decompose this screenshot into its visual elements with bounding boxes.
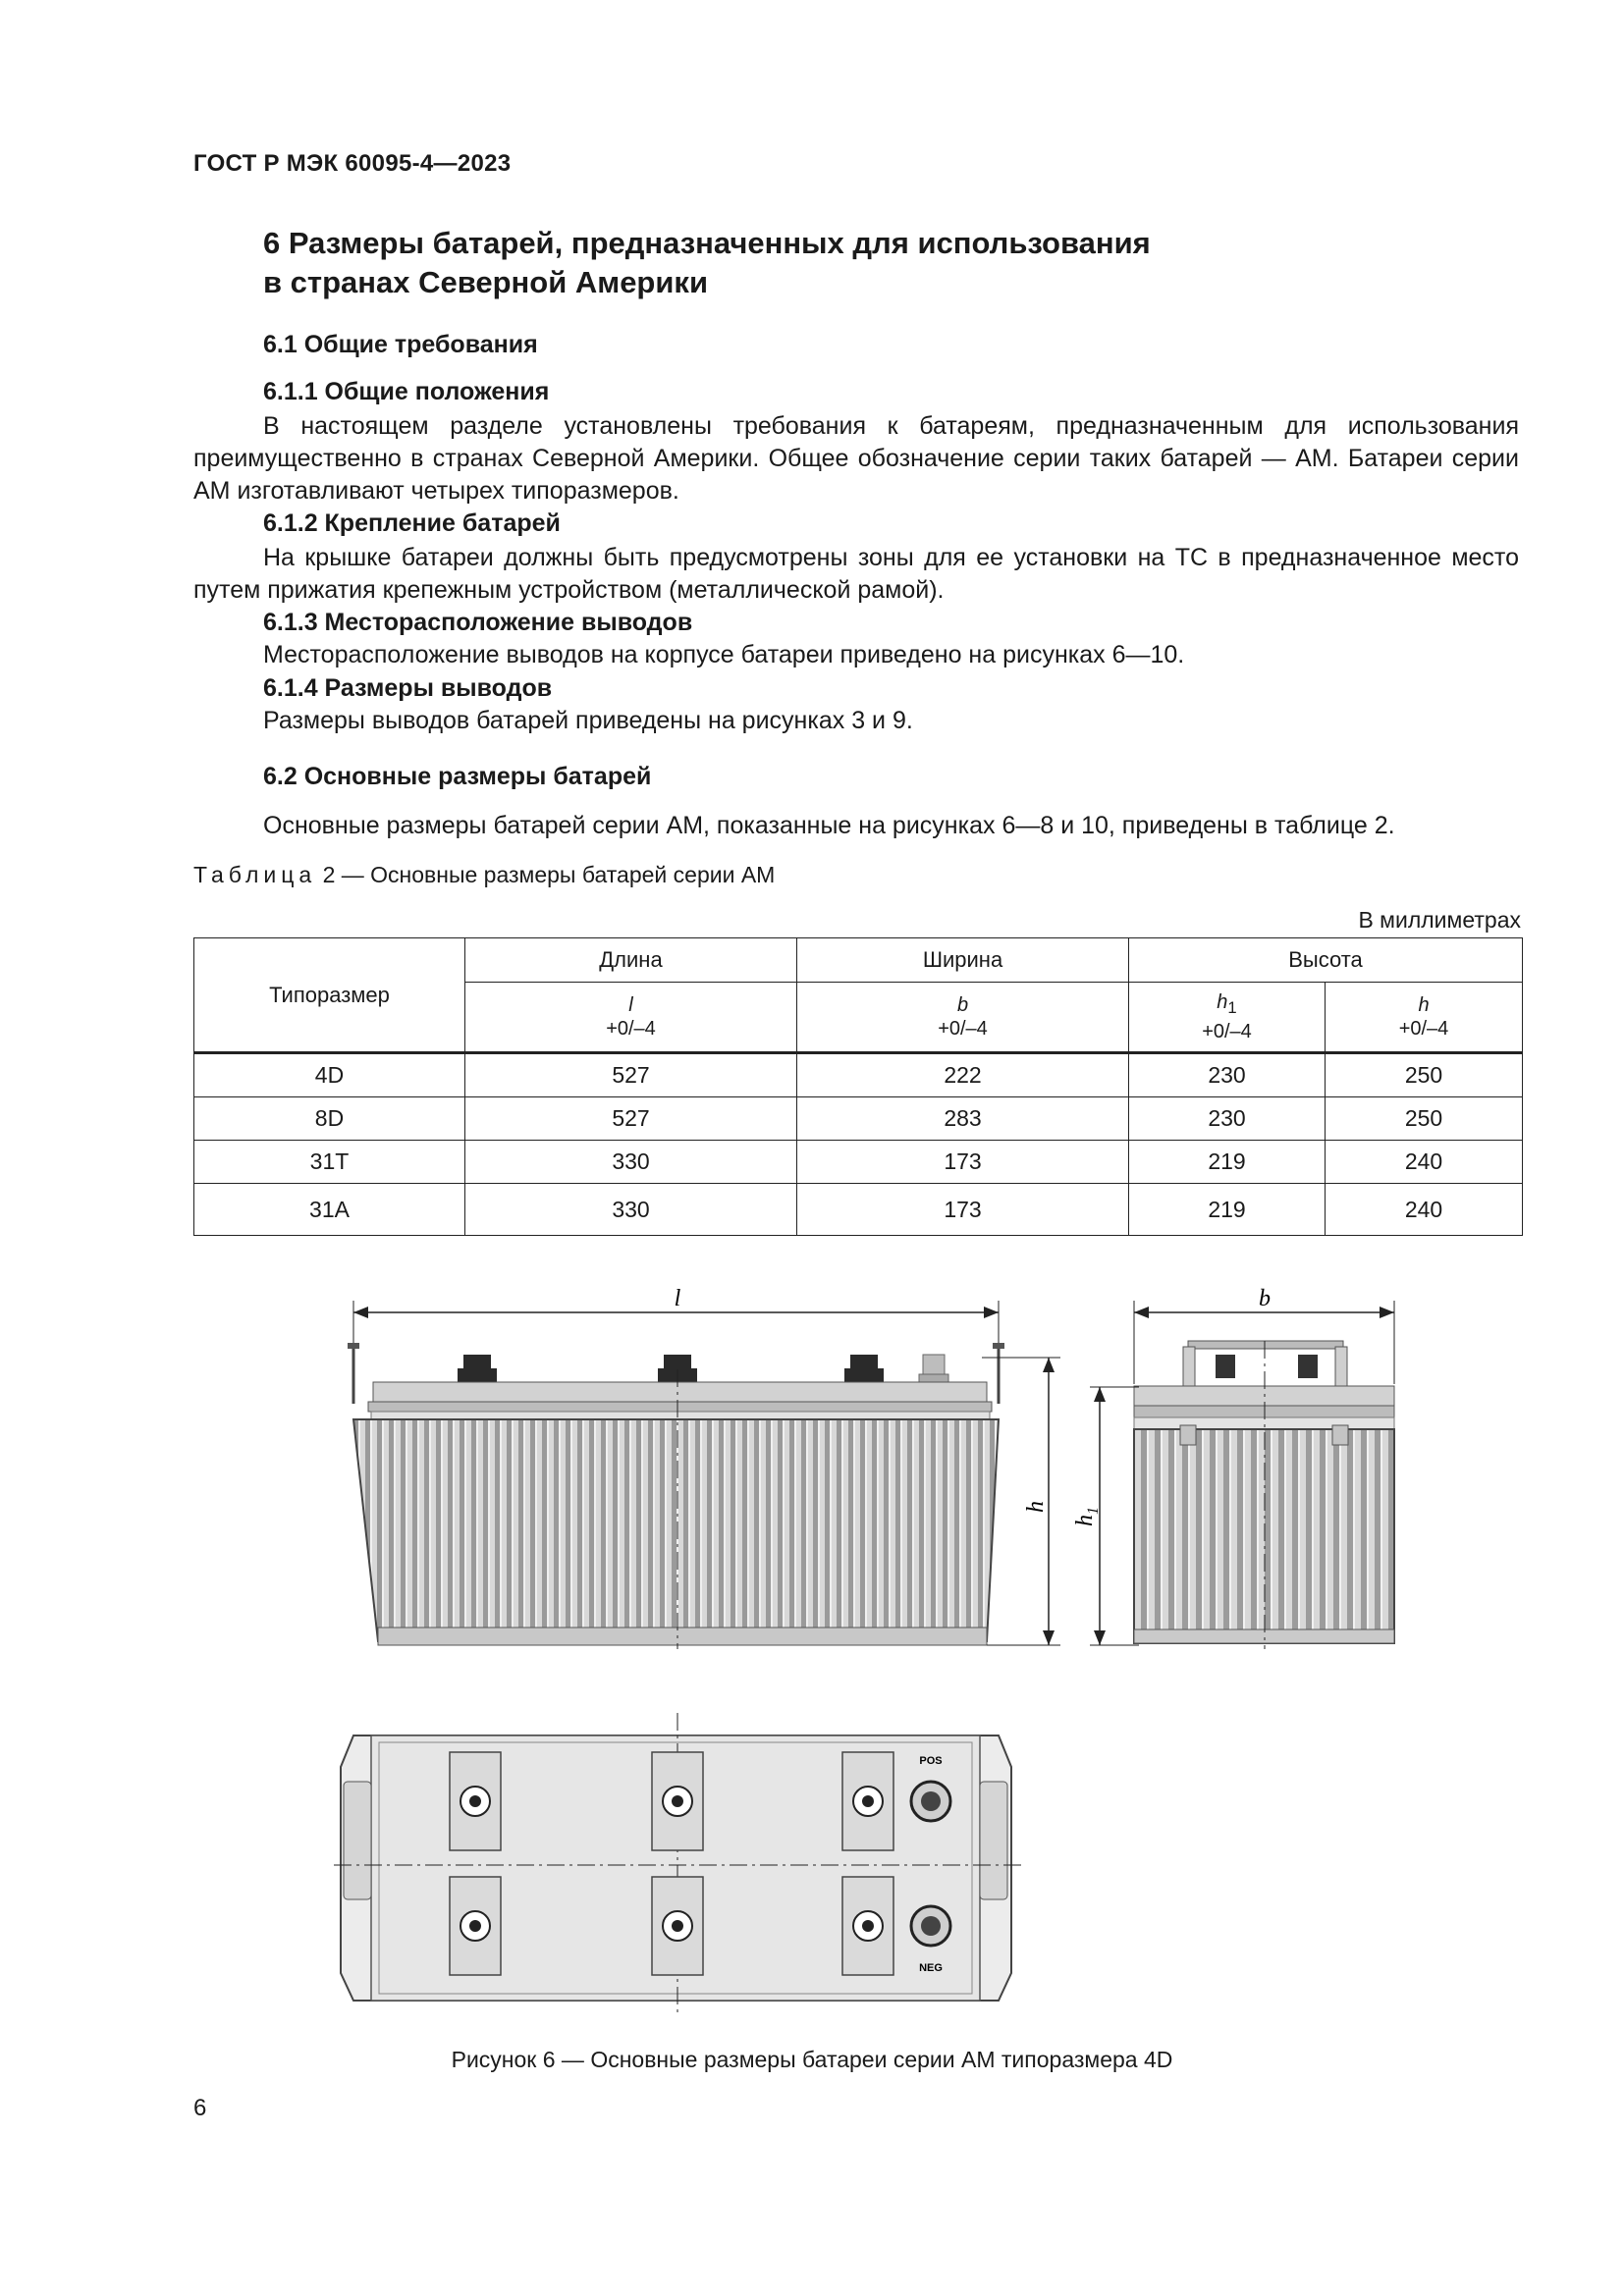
cell-l: 330 bbox=[465, 1184, 797, 1236]
cell-b: 173 bbox=[797, 1184, 1129, 1236]
cell-h: 240 bbox=[1326, 1141, 1523, 1184]
clause-6-1-1-text: В настоящем разделе установлены требования к батареям, предназначенным для использования преимущественно в странах Северной Америки. Общее обозначение серии таких батарей — АМ. Батареи серии АМ изготавливают четырех типоразмеров. bbox=[193, 412, 1519, 505]
cell-b: 222 bbox=[797, 1053, 1129, 1097]
cell-h1: 230 bbox=[1129, 1097, 1326, 1141]
neg-label: NEG bbox=[919, 1962, 943, 1974]
cell-type: 8D bbox=[194, 1097, 465, 1141]
cell-b: 173 bbox=[797, 1141, 1129, 1184]
section-title-line2: в странах Северной Америки bbox=[263, 265, 708, 299]
subheader-l: l +0/–4 bbox=[465, 983, 797, 1053]
top-view bbox=[334, 1713, 1021, 2012]
subheader-h1: $h_1$ +0/–4 bbox=[1129, 983, 1326, 1053]
clause-6-1-3-title: 6.1.3 Месторасположение выводов bbox=[263, 609, 693, 636]
cell-type: 31A bbox=[194, 1184, 465, 1236]
clause-6-1-2-title: 6.1.2 Крепление батарей bbox=[263, 509, 561, 537]
cell-h1: 230 bbox=[1129, 1053, 1326, 1097]
subsection-6-2-text: Основные размеры батарей серии АМ, показанные на рисунках 6—8 и 10, приведены в таблице 2. bbox=[263, 812, 1395, 839]
subsection-6-1-title: 6.1 Общие требования bbox=[263, 331, 538, 358]
dim-label-h1: $h_1$ bbox=[1072, 1507, 1102, 1526]
figure-caption: Рисунок 6 — Основные размеры батареи серии АМ типоразмера 4D bbox=[451, 2047, 1173, 2072]
clause-6-1-1-title: 6.1.1 Общие положения bbox=[263, 378, 550, 405]
clause-6-1-3-text: Месторасположение выводов на корпусе батареи приведено на рисунках 6—10. bbox=[263, 641, 1185, 668]
cell-h1: 219 bbox=[1129, 1141, 1326, 1184]
cell-h: 240 bbox=[1326, 1184, 1523, 1236]
front-view bbox=[348, 1286, 1060, 1649]
dim-label-l: l bbox=[674, 1286, 681, 1311]
header-height: Высота bbox=[1129, 938, 1523, 983]
header-width: Ширина bbox=[797, 938, 1129, 983]
dim-label-b: b bbox=[1259, 1286, 1271, 1311]
cell-h1: 219 bbox=[1129, 1184, 1326, 1236]
clause-6-1-2-text: На крышке батареи должны быть предусмотрены зоны для ее установки на ТС в предназначенное место путем прижатия крепежным устройством (металлической рамой). bbox=[193, 544, 1519, 604]
header-type: Типоразмер bbox=[194, 938, 465, 1053]
side-view bbox=[1072, 1286, 1394, 1649]
cell-l: 527 bbox=[465, 1097, 797, 1141]
document-header: ГОСТ Р МЭК 60095-4—2023 bbox=[193, 150, 512, 177]
cell-type: 4D bbox=[194, 1053, 465, 1097]
pos-label: POS bbox=[919, 1755, 943, 1767]
cell-type: 31T bbox=[194, 1141, 465, 1184]
subsection-6-2-title: 6.2 Основные размеры батарей bbox=[263, 763, 652, 790]
cell-h: 250 bbox=[1326, 1097, 1523, 1141]
header-length: Длина bbox=[465, 938, 797, 983]
table-caption: Таблица 2 — Основные размеры батарей серии АМ bbox=[193, 862, 776, 887]
clause-6-1-4-text: Размеры выводов батарей приведены на рисунках 3 и 9. bbox=[263, 707, 913, 734]
terminal-posts bbox=[458, 1355, 884, 1382]
cell-l: 330 bbox=[465, 1141, 797, 1184]
clause-6-1-4-title: 6.1.4 Размеры выводов bbox=[263, 674, 553, 702]
cell-h: 250 bbox=[1326, 1053, 1523, 1097]
cell-l: 527 bbox=[465, 1053, 797, 1097]
section-title-line1: 6 Размеры батарей, предназначенных для использования bbox=[263, 226, 1151, 260]
subheader-h: h +0/–4 bbox=[1326, 983, 1523, 1053]
dim-label-h: h bbox=[1023, 1501, 1049, 1513]
subheader-b: b +0/–4 bbox=[797, 983, 1129, 1053]
page-number: 6 bbox=[193, 2095, 207, 2121]
table-units: В миллиметрах bbox=[1358, 907, 1521, 933]
cell-b: 283 bbox=[797, 1097, 1129, 1141]
